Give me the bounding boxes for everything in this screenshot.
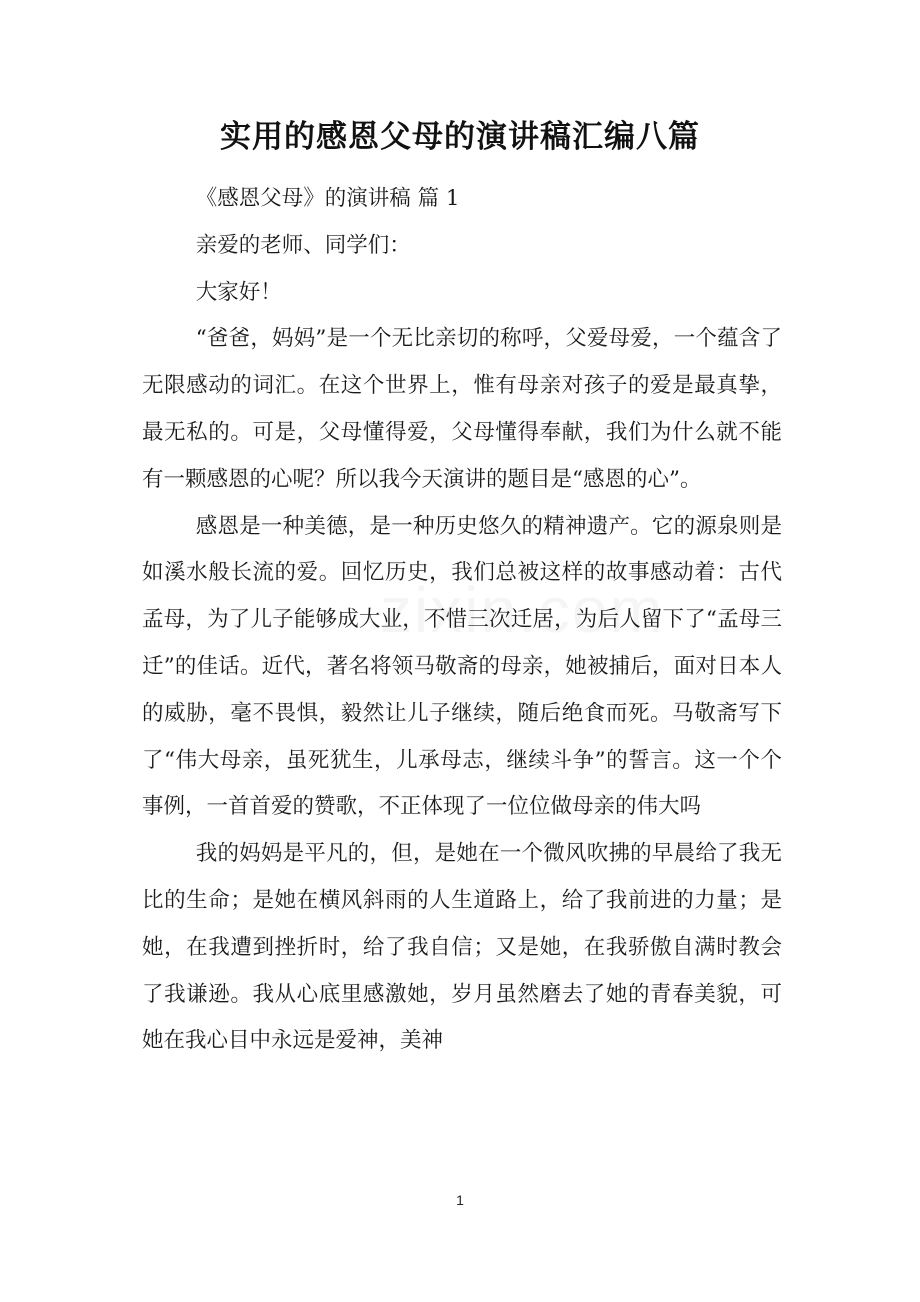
document-title: 实用的感恩父母的演讲稿汇编八篇 (220, 119, 700, 155)
paragraph: 我的妈妈是平凡的，但，是她在一个微风吹拂的早晨给了我无比的生命；是她在横风斜雨的人生道路上，给了我前进的力量；是她，在我遭到挫折时，给了我自信；又是她，在我骄傲自满时教会了我谦逊。我从心底里感激她，岁月虽然磨去了她的青春美貌，可她在我心目中永远是爱神，美神 (142, 841, 782, 1054)
page-number: 1 (456, 1192, 464, 1208)
document-body (142, 176, 782, 1065)
paragraph-salutation: 亲爱的老师、同学们： (195, 232, 411, 258)
paragraph: “爸爸，妈妈”是一个无比亲切的称呼，父爱母爱，一个蕴含了无限感动的词汇。在这个世界上，惟有母亲对孩子的爱是最真挚，最无私的。可是，父母懂得爱，父母懂得奉献，我们为什么就不能有一颗感恩的心呢？所以我今天演讲的题目是“感恩的心”。 (142, 326, 782, 492)
paragraph: 感恩是一种美德，是一种历史悠久的精神遗产。它的源泉则是如溪水般长流的爱。回忆历史，我们总被这样的故事感动着：古代孟母，为了儿子能够成大业，不惜三次迁居，为后人留下了“孟母三迁”的佳话。近代，著名将领马敬斋的母亲，她被捕后，面对日本人的威胁，毫不畏惧，毅然让儿子继续，随后绝食而死。马敬斋写下了“伟大母亲，虽死犹生，儿承母志，继续斗争”的誓言。这一个个事例，一首首爱的赞歌，不正体现了一位位做母亲的伟大吗 (142, 513, 782, 820)
paragraph-greeting: 大家好！ (195, 279, 282, 305)
paragraph-section-heading: 《感恩父母》的演讲稿 篇 1 (195, 186, 460, 211)
